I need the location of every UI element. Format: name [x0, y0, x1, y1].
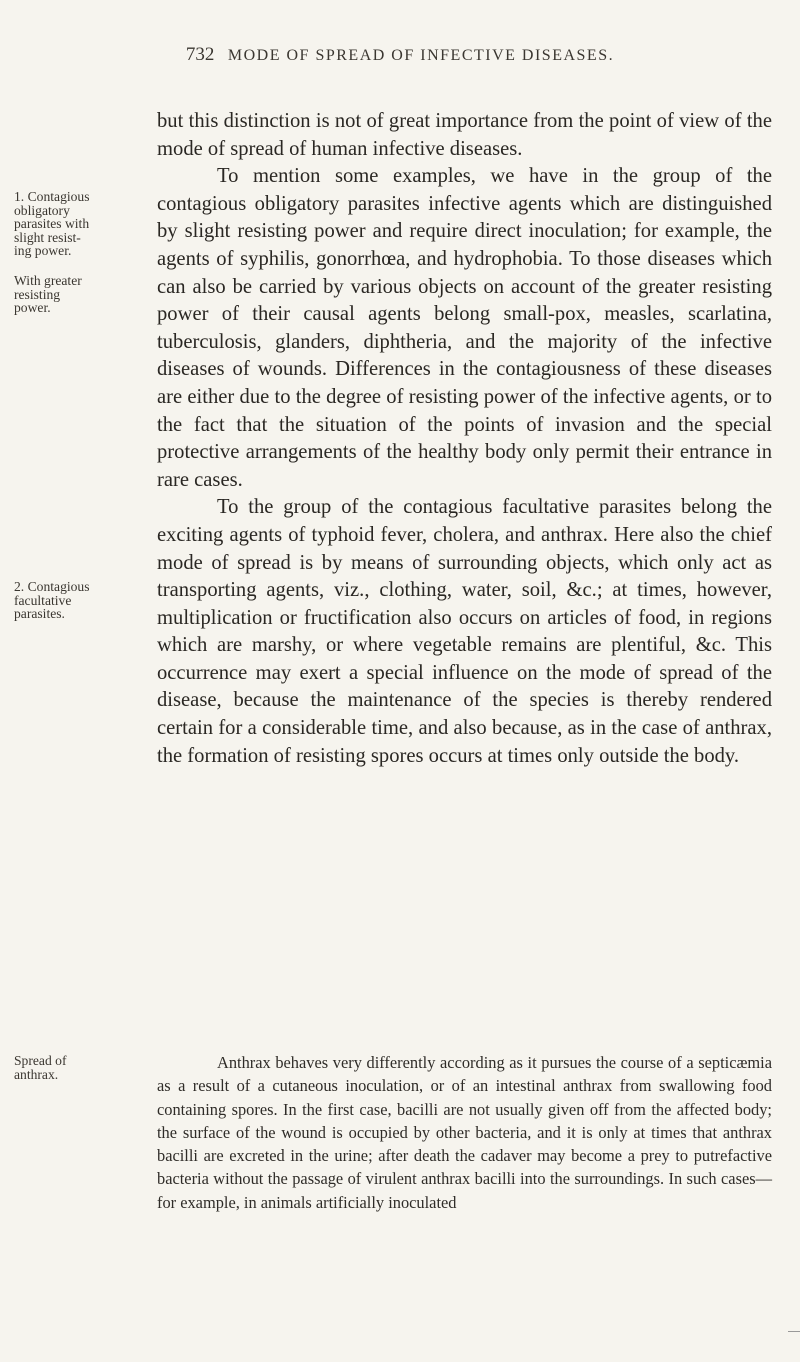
paragraph-3: To the group of the contagious facultative parasites belong the exciting agents of typhoid fever, cholera, and anthrax. Here also the chief mode of spread is by means of surrounding objects, which only act as transporting agents, viz., clothing, water, soil, &c.; at times, however, multiplication or fructification also occurs on articles of food, in regions which are marshy, or where vegetable remains are plentiful, &c. This occurrence may exert a special influence on the mode of spread of the disease, because the maintenance of the species is thereby rendered certain for a considerable time, and also because, as in the case of anthrax, the formation of resisting spores occurs at times only outside the body.: [157, 496, 772, 767]
margin-note-1: [14, 190, 144, 258]
margin-note-line: obligatory: [14, 202, 70, 218]
margin-note-line: ing power.: [14, 243, 72, 258]
margin-note-line: 2. Contagious: [14, 579, 90, 594]
running-header: [0, 44, 800, 66]
running-title: MODE OF SPREAD OF INFECTIVE DISEASES.: [227, 47, 615, 64]
body-text-small: [157, 1051, 772, 1214]
margin-note-line: Spread of: [14, 1053, 67, 1068]
margin-note-line: resisting: [14, 286, 61, 302]
margin-note-line: anthrax.: [14, 1066, 59, 1082]
margin-note-line: facultative: [14, 592, 72, 608]
paragraph-1: but this distinction is not of great importance from the point of view of the mode of spread of human infective diseases.: [157, 110, 772, 160]
paragraph-4: Anthrax behaves very differently according as it pursues the course of a septicæmia as a result of a cutaneous inoculation, or of an intestinal anthrax from swallowing food containing spores. In the first case, bacilli are not usually given off from the affected body; the surface of the wound is occupied by other bacteria, and it is only at times that anthrax bacilli are excreted in the urine; after death the cadaver may become a prey to putrefactive bacteria without the passage of virulent anthrax bacilli into the surroundings. In such cases—for example, in animals artificially inoculated: [157, 1053, 772, 1212]
margin-note-line: parasites.: [14, 606, 65, 621]
margin-note-line: With greater: [14, 273, 82, 288]
margin-note-line: slight resist-: [14, 229, 81, 245]
margin-note-line: 1. Contagious: [14, 189, 90, 204]
margin-note-line: parasites with: [14, 216, 90, 231]
margin-note-line: power.: [14, 300, 51, 315]
page-number: 732: [185, 44, 215, 65]
margin-note-3: [14, 580, 144, 621]
page-edge-mark: [788, 1331, 800, 1332]
margin-note-4: [14, 1054, 144, 1081]
body-text-large: [157, 108, 772, 770]
margin-note-2: [14, 274, 144, 315]
paragraph-2: To mention some examples, we have in the group of the contagious obligatory parasites infective agents which are distinguished by slight resisting power and require direct inoculation; for example, the agents of syphilis, gonorrhœa, and hydrophobia. To those diseases which can also be carried by various objects on account of the greater resisting power of their causal agents belong small-pox, measles, scarlatina, tuberculosis, glanders, diphtheria, and the majority of the infective diseases of wounds. Differences in the contagiousness of these diseases are either due to the degree of resisting power of the infective agents, or to the fact that the situation of the points of invasion and the special protective arrangements of the healthy body only permit their entrance in rare cases.: [157, 165, 772, 491]
